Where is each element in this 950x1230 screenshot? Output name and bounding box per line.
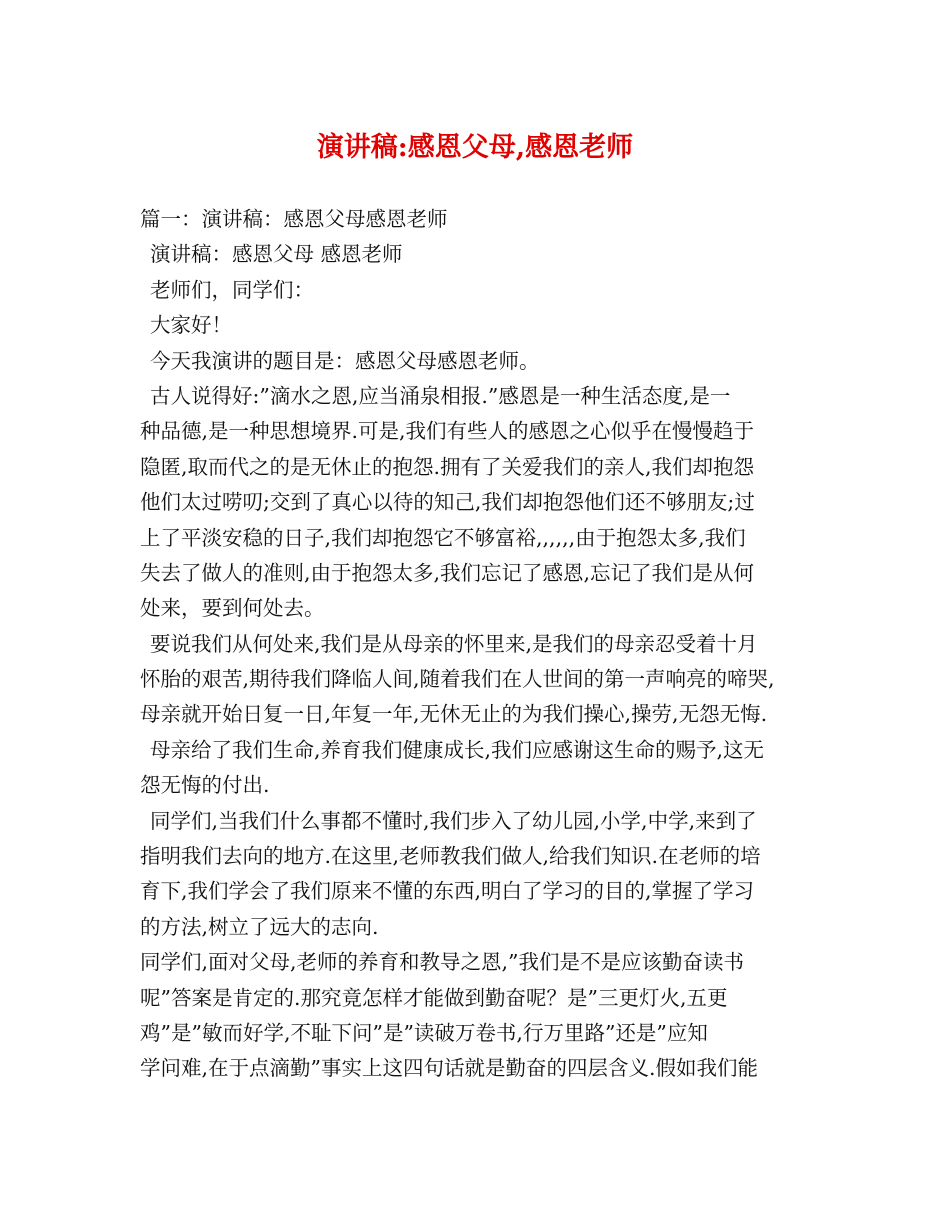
- text-line: 今天我演讲的题目是：感恩父母感恩老师。: [150, 348, 540, 373]
- text-line: 大家好！: [150, 313, 232, 338]
- text-line: 处来，要到何处去。: [140, 596, 325, 621]
- document-body: [140, 202, 820, 1087]
- text-line: 母亲就开始日复一日,年复一年,无休无止的为我们操心,操劳,无怨无悔.: [140, 702, 768, 727]
- text-line: 同学们,面对父母,老师的养育和教导之恩,”我们是不是应该勤奋读书: [140, 950, 745, 975]
- text-line: 篇一：演讲稿：感恩父母感恩老师: [140, 207, 448, 231]
- text-line: 母亲给了我们生命,养育我们健康成长,我们应感谢这生命的赐予,这无: [150, 737, 765, 762]
- text-line: 育下,我们学会了我们原来不懂的东西,明白了学习的目的,掌握了学习: [140, 879, 755, 904]
- text-line: 他们太过唠叨;交到了真心以待的知己,我们却抱怨他们还不够朋友;过: [140, 490, 755, 515]
- text-line: 学问难,在于点滴勤”事实上这四句话就是勤奋的四层含义.假如我们能: [140, 1056, 759, 1081]
- text-line: 演讲稿：感恩父母 感恩老师: [150, 242, 403, 267]
- text-line: 老师们，同学们：: [150, 277, 314, 302]
- text-line: 鸡”是”敏而好学,不耻下问”是”读破万卷书,行万里路”还是”应知: [140, 1020, 708, 1045]
- text-line: 指明我们去向的地方.在这里,老师教我们做人,给我们知识.在老师的培: [140, 844, 761, 869]
- text-line: 要说我们从何处来,我们是从母亲的怀里来,是我们的母亲忍受着十月: [150, 631, 758, 656]
- text-line: 同学们,当我们什么事都不懂时,我们步入了幼儿园,小学,中学,来到了: [150, 808, 757, 833]
- text-line: 怀胎的艰苦,期待我们降临人间,随着我们在人世间的第一声响亮的啼哭,: [140, 667, 775, 692]
- text-line: 种品德,是一种思想境界.可是,我们有些人的感恩之心似乎在慢慢趋于: [140, 419, 755, 444]
- document-title: 演讲稿:感恩父母,感恩老师: [316, 132, 634, 163]
- text-line: 上了平淡安稳的日子,我们却抱怨它不够富裕,,,,,,由于抱怨太多,我们: [140, 525, 746, 550]
- text-line: 隐匿,取而代之的是无休止的抱怨.拥有了关爱我们的亲人,我们却抱怨: [140, 454, 755, 479]
- text-line: 怨无悔的付出.: [140, 773, 270, 798]
- text-line: 古人说得好:”滴水之恩,应当涌泉相报.”感恩是一种生活态度,是一: [150, 383, 731, 408]
- text-line: 的方法,树立了远大的志向.: [140, 914, 379, 939]
- text-line: 失去了做人的准则,由于抱怨太多,我们忘记了感恩,忘记了我们是从何: [140, 560, 755, 585]
- text-line: 呢”答案是肯定的.那究竟怎样才能做到勤奋呢？是”三更灯火,五更: [140, 985, 728, 1010]
